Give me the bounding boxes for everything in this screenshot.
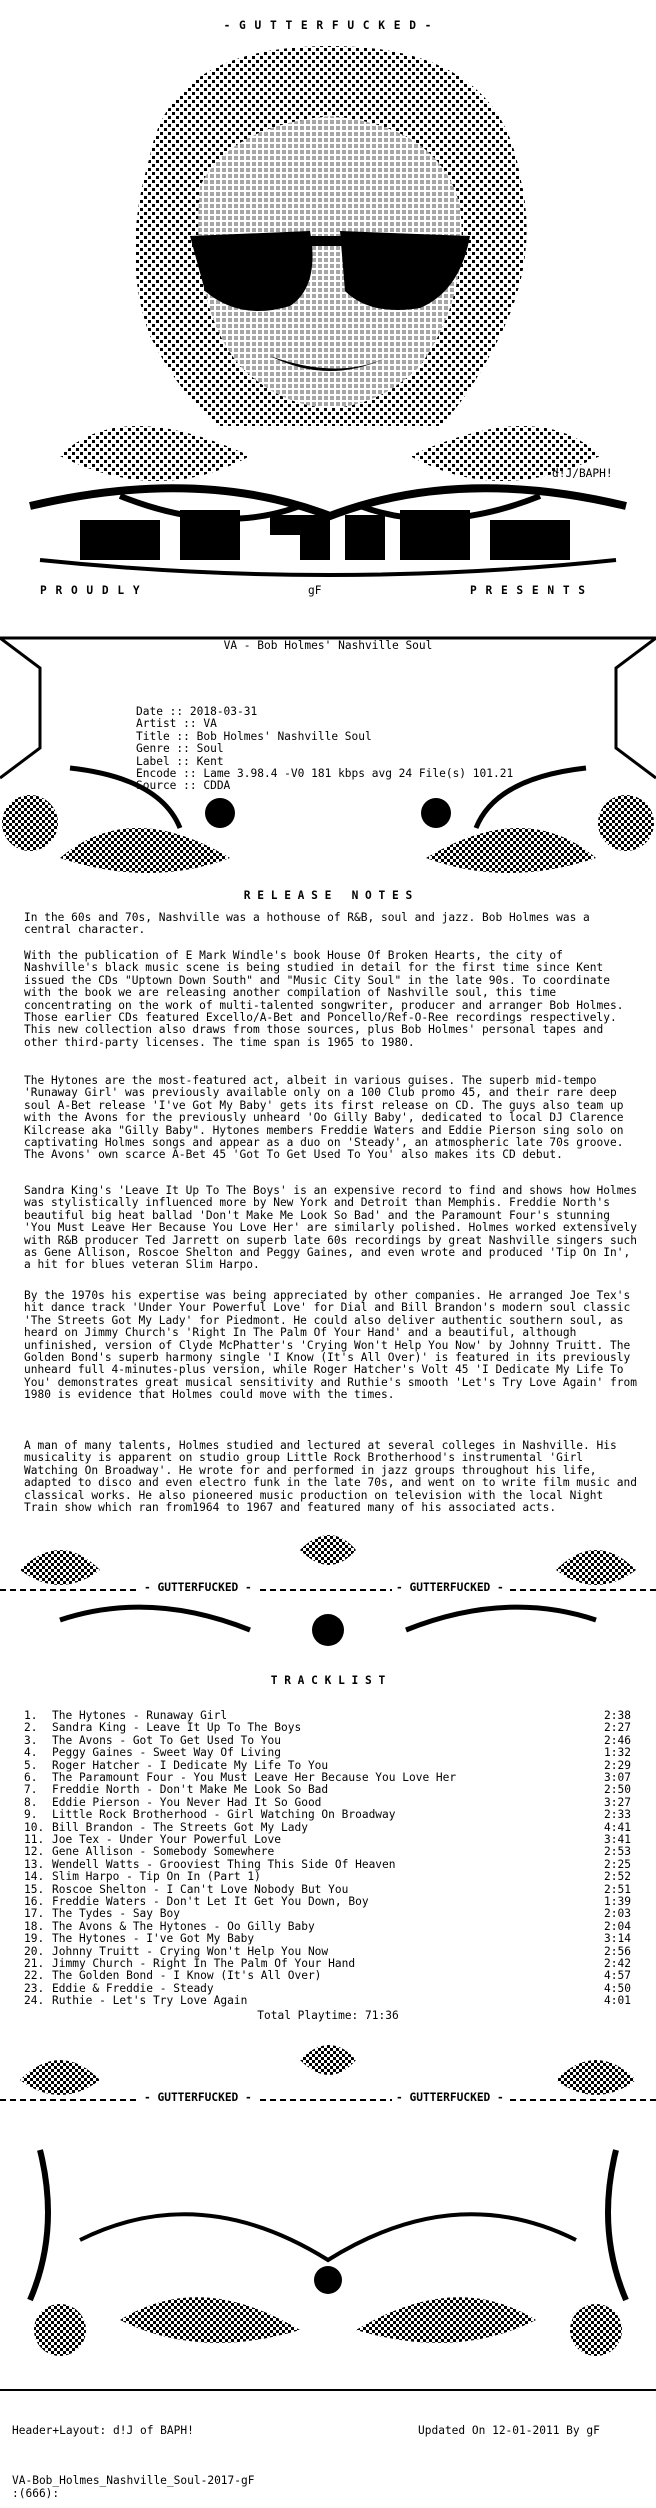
track-number: 14. [24,1870,45,1884]
track-number: 16. [24,1895,45,1908]
divider-label-right: - GUTTERFUCKED - [392,1582,508,1594]
track-number: 3. [24,1733,38,1747]
bottom-label-right: - GUTTERFUCKED - [392,2092,508,2104]
track-number: 2. [24,1721,38,1735]
track-duration: 2:56 [604,1944,631,1958]
track-title: The Avons - Got To Get Used To You [52,1733,282,1747]
track-title: Freddie North - Don't Make Me Look So Bad [52,1783,329,1797]
track-number: 17. [24,1907,45,1921]
track-number: 13. [24,1857,45,1871]
divider-ornament [0,1530,656,1660]
track-duration: 4:50 [604,1981,631,1995]
divider-label-left: - GUTTERFUCKED - [140,1582,256,1594]
track-row [24,1933,644,1945]
track-title: The Hytones - I've Got My Baby [52,1932,255,1946]
track-title: Joe Tex - Under Your Powerful Love [52,1833,282,1846]
track-duration: 3:07 [604,1771,631,1784]
track-number: 6. [24,1771,38,1784]
track-duration: 2:03 [604,1907,631,1921]
track-duration: 1:32 [604,1746,631,1760]
proudly-label: P R O U D L Y [40,584,141,597]
track-row [24,1970,644,1982]
track-duration: 2:04 [604,1919,631,1933]
track-duration: 2:33 [604,1808,631,1822]
track-title: Ruthie - Let's Try Love Again [52,1994,248,2008]
track-number: 24. [24,1994,45,2008]
group-banner: - G U T T E R F U C K E D - [223,19,433,32]
info-artist: Artist :: VA [136,717,217,731]
track-number: 1. [24,1709,38,1722]
info-encode: Encode :: Lame 3.98.4 -V0 181 kbps avg 24 File(s) 101.21 [136,767,514,781]
track-title: The Avons & The Hytones - Oo Gilly Baby [52,1919,315,1933]
tracklist-heading: T R A C K L I S T [270,1674,386,1687]
track-duration: 4:41 [604,1820,631,1834]
track-duration: 1:39 [604,1895,631,1908]
info-source: Source :: CDDA [136,779,231,793]
total-playtime: Total Playtime: 71:36 [257,2009,399,2022]
track-duration: 3:27 [604,1795,631,1809]
track-duration: 2:29 [604,1758,631,1772]
bottom-label-left: - GUTTERFUCKED - [140,2092,256,2104]
track-row [24,1784,644,1796]
track-number: 8. [24,1795,38,1809]
track-number: 23. [24,1981,45,1995]
track-duration: 3:41 [604,1833,631,1846]
track-number: 18. [24,1919,45,1933]
track-row [24,1846,644,1858]
track-title: The Golden Bond - I Know (It's All Over) [52,1969,322,1983]
footer-credit: Header+Layout: d!J of BAPH! [12,2424,194,2437]
track-number: 9. [24,1808,38,1822]
bottom-ornament [0,2030,656,2400]
track-row [24,1908,644,1920]
track-title: Peggy Gaines - Sweet Way Of Living [52,1746,282,1760]
track-title: Roger Hatcher - I Dedicate My Life To You [52,1758,329,1772]
notes-paragraph: A man of many talents, Holmes studied and lectured at several colleges in Nashville. His musicality is apparent on studio group Little Rock Brotherhood's instrumental 'Girl Watching On Broadway'. He wrote for and performed in jazz groups throughout his life, adapted to disco and even electro funk in the late 70s, and went on to write film music and classical works. He also pioneered music production on television with the local Night Train show which ran from1964 to 1967 and featured many of his associated acts. [24,1439,644,1515]
info-title: Title :: Bob Holmes' Nashville Soul [136,729,372,743]
presents-label: P R E S E N T S [470,584,587,597]
notes-paragraph: With the publication of E Mark Windle's book House Of Broken Hearts, the city of Nashville's black music scene is being studied in detail for the first time since Kent issued the CDs "Uptown Down South" and "Music City Soul" in the late 90s. To coordinate with the book we are releasing another compilation of Nashville soul, this time concentrating on the work of multi-talented songwriter, producer and arranger Bob Holmes. Those earlier CDs featured Excello/A-Bet and Poncello/Ref-O-Ree recordings respectively. This new collection also draws from those sources, plus Bob Holmes' personal tapes and other third-party licenses. The time span is 1965 to 1980. [24,949,631,1049]
track-title: Johnny Truitt - Crying Won't Help You Now [52,1944,329,1958]
track-duration: 3:14 [604,1932,631,1946]
track-title: The Paramount Four - You Must Leave Her Because You Love Her [52,1771,457,1784]
track-title: Roscoe Shelton - I Can't Love Nobody But You [52,1882,349,1896]
track-number: 7. [24,1783,38,1797]
track-number: 21. [24,1957,45,1970]
track-duration: 2:53 [604,1845,631,1859]
track-row [24,1871,644,1883]
track-number: 22. [24,1969,45,1983]
notes-paragraph: The Hytones are the most-featured act, albeit in various guises. The superb mid-tempo 'Runaway Girl' was previously available only on a 100 Club promo 45, and their rare deep soul A-Bet release 'I've Got My Baby' gets its first release on CD. The guys also team up with the Avons for the previously unheard 'Oo Gilly Baby', dedicated to local DJ Clarence Kilcrease aka "Gilly Baby". Hytones members Freddie Waters and Eddie Pierson sing solo on captivating Holmes songs and appear as a duo on 'Steady', an atmospheric late 70s groove. The Avons' own scarce A-Bet 45 'Got To Get Used To You' also makes its CD debut. [24,1074,631,1162]
face-artwork [0,36,656,536]
track-title: Wendell Watts - Grooviest Thing This Side Of Heaven [52,1857,396,1871]
notes-paragraph: Sandra King's 'Leave It Up To The Boys' is an expensive record to find and shows how Holmes was stylistically influenced more by New York and Detroit than Memphis. Freddie North's beautiful big heat ballad 'Don't Make Me Look So Bad' and the Paramount Four's stunning 'You Must Leave Her Because You Love Her' are similarly polished. Holmes worked extensively with R&B producer Ted Jarrett on superb late 60s recordings by great Nashville singers such as Gene Allison, Roscoe Shelton and Peggy Gaines, and even wrote and produced 'Tip On In', a hit for blues veteran Slim Harpo. [24,1184,644,1272]
track-title: Jimmy Church - Right In The Palm Of Your Hand [52,1957,356,1970]
track-duration: 2:51 [604,1882,631,1896]
track-title: Eddie Pierson - You Never Had It So Good [52,1795,322,1809]
track-title: Bill Brandon - The Streets Got My Lady [52,1820,308,1834]
footer-updated: Updated On 12-01-2011 By gF [418,2424,600,2437]
track-row [24,1722,644,1734]
track-title: Eddie & Freddie - Steady [52,1981,214,1995]
track-number: 11. [24,1833,45,1846]
track-number: 5. [24,1758,38,1772]
artist-credit: d!J/BAPH! [552,467,613,480]
track-title: The Hytones - Runaway Girl [52,1709,228,1722]
release-info [136,706,576,793]
track-number: 20. [24,1944,45,1958]
track-duration: 2:38 [604,1709,631,1722]
footer-tag: :(666): [12,2487,60,2500]
release-title: VA - Bob Holmes' Nashville Soul [223,639,433,652]
footer-filename: VA-Bob_Holmes_Nashville_Soul-2017-gF [12,2474,255,2487]
track-number: 12. [24,1845,45,1859]
track-duration: 4:57 [604,1969,631,1983]
track-row [24,1995,644,2007]
notes-heading: R E L E A S E N O T E S [243,889,413,902]
info-genre: Genre :: Soul [136,742,224,756]
track-duration: 2:52 [604,1870,631,1884]
track-number: 10. [24,1820,45,1834]
track-title: Little Rock Brotherhood - Girl Watching On Broadway [52,1808,396,1822]
info-date: Date :: 2018-03-31 [136,705,258,718]
track-number: 15. [24,1882,45,1896]
track-duration: 4:01 [604,1994,631,2008]
gf-label: gF [308,584,322,597]
track-title: Gene Allison - Somebody Somewhere [52,1845,275,1859]
track-number: 4. [24,1746,38,1760]
track-title: Freddie Waters - Don't Let It Get You Down, Boy [52,1895,369,1908]
track-title: Slim Harpo - Tip On In (Part 1) [52,1870,261,1884]
track-duration: 2:46 [604,1733,631,1747]
notes-paragraph: In the 60s and 70s, Nashville was a hothouse of R&B, soul and jazz. Bob Holmes was a central character. [24,911,597,937]
track-duration: 2:50 [604,1783,631,1797]
track-title: Sandra King - Leave It Up To The Boys [52,1721,302,1735]
track-row [24,1809,644,1821]
track-duration: 2:25 [604,1857,631,1871]
gf-logo [0,500,656,580]
track-duration: 2:27 [604,1721,631,1735]
track-number: 19. [24,1932,45,1946]
track-duration: 2:42 [604,1957,631,1970]
track-row [24,1747,644,1759]
track-title: The Tydes - Say Boy [52,1907,180,1921]
info-label: Label :: Kent [136,754,224,768]
notes-paragraph: By the 1970s his expertise was being appreciated by other companies. He arranged Joe Tex's hit dance track 'Under Your Powerful Love' for Dial and Bill Brandon's modern soul classic 'The Streets Got My Lady' for Piedmont. He could also deliver authentic southern soul, as heard on Jimmy Church's 'Right In The Palm Of Your Hand' and a beautiful, although unfinished, version of Clyde McPhatter's 'Crying Won't Help You Now' by Johnny Truitt. The Golden Bond's superb harmony single 'I Know (It's All Over)' is featured in its previously unheard full 4-minutes-plus version, while Roger Hatcher's Volt 45 'I Dedicate My Life To You' demonstrates great musical sensitivity and Ruthie's smooth 'Let's Try Love Again' from 1980 is evidence that Holmes could move with the times. [24,1289,644,1402]
